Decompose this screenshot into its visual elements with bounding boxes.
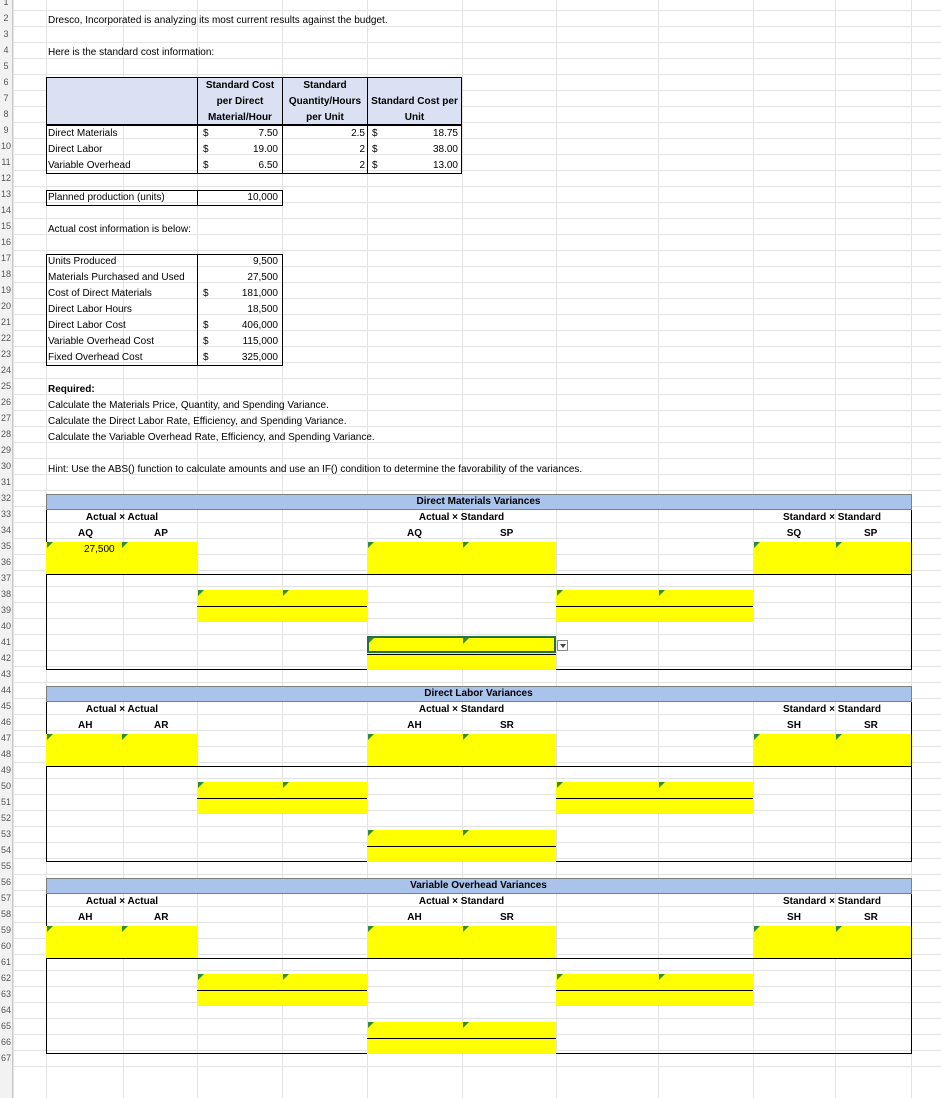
row-number[interactable]: 29 [0,445,11,455]
comment-indicator-icon[interactable] [198,782,204,788]
comment-indicator-icon[interactable] [368,1022,374,1028]
comment-indicator-icon[interactable] [283,590,289,596]
currency-sign: $ [372,128,378,139]
row-number[interactable]: 11 [1,157,11,167]
aa-price-header: AR [154,720,169,731]
row-number[interactable]: 7 [3,93,9,103]
comment-indicator-icon[interactable] [463,830,469,836]
actual-row-value[interactable]: 18,500 [247,304,278,315]
row-number[interactable]: 57 [0,893,11,903]
row-number[interactable]: 62 [0,973,11,983]
standard-qty-value[interactable]: 2.5 [351,128,365,139]
row-number[interactable]: 40 [0,621,11,631]
row-number[interactable]: 10 [0,141,11,151]
input-cell-band[interactable] [367,542,556,574]
comment-indicator-icon[interactable] [754,734,760,740]
standard-qty-value[interactable]: 2 [359,160,365,171]
comment-indicator-icon[interactable] [463,542,469,548]
row-number[interactable]: 19 [0,285,11,295]
input-cell-band[interactable] [753,542,911,574]
actual-row-value[interactable]: 181,000 [241,288,278,299]
row-number[interactable]: 58 [0,909,11,919]
comment-indicator-icon[interactable] [754,926,760,932]
comment-indicator-icon[interactable] [47,734,53,740]
comment-indicator-icon[interactable] [836,734,842,740]
actual-actual-title: Actual × Actual [85,512,159,523]
section-title: Variable Overhead Variances [410,880,547,891]
row-number[interactable]: 15 [0,221,11,231]
aa-quantity-header: AQ [78,528,93,539]
row-number[interactable]: 37 [0,573,11,583]
comment-indicator-icon[interactable] [198,590,204,596]
row-number[interactable]: 20 [0,301,11,311]
comment-indicator-icon[interactable] [283,974,289,980]
row-number[interactable]: 46 [0,717,11,727]
row-number[interactable]: 50 [0,781,11,791]
row-number[interactable]: 42 [0,653,11,663]
standard-standard-title: Standard × Standard [782,704,882,715]
spending-underline [367,846,556,847]
currency-sign: $ [203,160,209,171]
row-number[interactable]: 51 [0,797,11,807]
comment-indicator-icon[interactable] [368,926,374,932]
actual-row-label: Direct Labor Cost [48,320,126,331]
standard-standard-title: Standard × Standard [782,896,882,907]
comment-indicator-icon[interactable] [659,974,665,980]
row-number[interactable]: 22 [0,333,11,343]
planned-production-value[interactable]: 10,000 [247,192,278,203]
row-number[interactable]: 38 [0,589,11,599]
currency-sign: $ [203,128,209,139]
currency-sign: $ [203,336,209,347]
comment-indicator-icon[interactable] [557,590,563,596]
standard-unit-cost-value[interactable]: 38.00 [432,144,458,155]
aa-quantity-header: AH [78,912,93,923]
currency-sign: $ [203,320,209,331]
comment-indicator-icon[interactable] [47,542,53,548]
as-quantity-header: AH [407,912,422,923]
row-number[interactable]: 66 [0,1037,11,1047]
band-divider [46,958,912,959]
spending-underline [367,1038,556,1039]
intro-line-1: Dresco, Incorporated is analyzing its most current results against the budget. [48,15,388,26]
col1-header-line2: per Direct [216,96,264,107]
row-number[interactable]: 34 [0,525,11,535]
actual-intro: Actual cost information is below: [48,224,191,235]
row-number[interactable]: 31 [0,477,11,487]
comment-indicator-icon[interactable] [659,782,665,788]
comment-indicator-icon[interactable] [754,542,760,548]
row-number[interactable]: 54 [0,845,11,855]
input-cell-band[interactable] [367,734,556,766]
ss-quantity-header: SH [787,912,801,923]
row-number[interactable]: 64 [0,1005,11,1015]
actual-row-value[interactable]: 27,500 [247,272,278,283]
actual-actual-title: Actual × Actual [85,896,159,907]
row-number[interactable]: 39 [0,605,11,615]
input-cell-band[interactable] [753,734,911,766]
currency-sign: $ [203,288,209,299]
row-number[interactable]: 44 [0,685,11,695]
row-number[interactable]: 35 [0,541,11,551]
row-number[interactable]: 45 [0,701,11,711]
row-number[interactable]: 59 [0,925,11,935]
standard-unit-cost-value[interactable]: 13.00 [432,160,458,171]
standard-qty-value[interactable]: 2 [359,144,365,155]
comment-indicator-icon[interactable] [122,926,128,932]
actual-standard-title: Actual × Standard [418,512,505,523]
row-number[interactable]: 47 [0,733,11,743]
row-number[interactable]: 41 [0,637,11,647]
col3-header-line1: Standard Cost per [371,96,458,107]
selected-cell[interactable] [367,636,556,653]
row-number[interactable]: 33 [0,509,11,519]
actual-standard-title: Actual × Standard [418,704,505,715]
comment-indicator-icon[interactable] [198,974,204,980]
comment-indicator-icon[interactable] [368,542,374,548]
actual-row-label: Variable Overhead Cost [48,336,154,347]
row-number[interactable]: 27 [0,413,11,423]
comment-indicator-icon[interactable] [122,542,128,548]
comment-indicator-icon[interactable] [47,926,53,932]
comment-indicator-icon[interactable] [836,542,842,548]
row-number[interactable]: 60 [0,941,11,951]
standard-unit-cost-value[interactable]: 18.75 [432,128,458,139]
row-number[interactable]: 1 [3,0,9,7]
row-number[interactable]: 52 [0,813,11,823]
spending-underline [367,654,556,655]
row-number[interactable]: 43 [0,669,11,679]
dropdown-arrow-icon[interactable] [557,640,568,651]
row-number[interactable]: 65 [0,1021,11,1031]
hint-text: Hint: Use the ABS() function to calculate amounts and use an IF() condition to determine the favorability of the variances. [48,464,583,475]
actual-row-label: Cost of Direct Materials [48,288,152,299]
row-number[interactable]: 17 [0,253,11,263]
actual-row-label: Direct Labor Hours [48,304,132,315]
intro-line-2: Here is the standard cost information: [48,47,215,58]
required-title: Required: [48,384,95,395]
input-cell-band[interactable] [367,926,556,958]
row-label-direct-labor: Direct Labor [48,144,103,155]
row-number[interactable]: 3 [3,29,9,39]
actual-row-label: Materials Purchased and Used [48,272,185,283]
currency-sign: $ [203,352,209,363]
actual-row-value[interactable]: 9,500 [252,256,278,267]
row-number[interactable]: 9 [3,125,9,135]
aa-price-header: AP [154,528,168,539]
as-price-header: SP [500,528,514,539]
row-number[interactable]: 67 [0,1053,11,1063]
row-number[interactable]: 6 [3,77,9,87]
standard-standard-title: Standard × Standard [782,512,882,523]
planned-production-label: Planned production (units) [48,192,165,203]
row-number[interactable]: 18 [0,269,11,279]
row-number[interactable]: 16 [0,237,11,247]
header-blank-cell [46,77,198,125]
section-title: Direct Labor Variances [424,688,533,699]
comment-indicator-icon[interactable] [283,782,289,788]
ss-price-header: SR [864,912,878,923]
ss-price-header: SR [864,720,878,731]
actual-row-label: Fixed Overhead Cost [48,352,143,363]
variance-underline [197,606,367,607]
row-number[interactable]: 55 [0,861,11,871]
actual-row-value[interactable]: 406,000 [241,320,278,331]
row-number[interactable]: 30 [0,461,11,471]
actual-row-value[interactable]: 325,000 [241,352,278,363]
row-number[interactable]: 2 [3,13,9,23]
row-number[interactable]: 12 [0,173,11,183]
variance-underline [556,606,753,607]
band-divider [46,766,912,767]
comment-indicator-icon[interactable] [463,926,469,932]
row-number[interactable]: 53 [0,829,11,839]
input-cell-band[interactable] [753,926,911,958]
variance-underline [197,798,367,799]
variance-underline [556,990,753,991]
prefill-quantity-value[interactable]: 27,500 [84,544,115,555]
row-number[interactable]: 49 [0,765,11,775]
comment-indicator-icon[interactable] [557,974,563,980]
standard-cost-value[interactable]: 19.00 [252,144,278,155]
ss-quantity-header: SH [787,720,801,731]
as-quantity-header: AQ [407,528,422,539]
comment-indicator-icon[interactable] [368,734,374,740]
aa-price-header: AR [154,912,169,923]
required-item-2: Calculate the Direct Labor Rate, Efficiency, and Spending Variance. [48,416,347,427]
actual-standard-title: Actual × Standard [418,896,505,907]
row-number[interactable]: 8 [3,109,9,119]
comment-indicator-icon[interactable] [659,590,665,596]
comment-indicator-icon[interactable] [463,734,469,740]
row-label-direct-materials: Direct Materials [48,128,118,139]
col2-header-line2: Quantity/Hours [288,96,362,107]
row-number[interactable]: 63 [0,989,11,999]
row-number[interactable]: 56 [0,877,11,887]
comment-indicator-icon[interactable] [122,734,128,740]
row-number[interactable]: 13 [0,189,11,199]
ss-price-header: SP [864,528,878,539]
row-number[interactable]: 61 [0,957,11,967]
row-number[interactable]: 32 [0,493,11,503]
row-number[interactable]: 4 [3,45,9,55]
actual-actual-title: Actual × Actual [85,704,159,715]
row-number[interactable]: 48 [0,749,11,759]
section-title: Direct Materials Variances [416,496,541,507]
row-number[interactable]: 28 [0,429,11,439]
band-divider [46,574,912,575]
row-number[interactable]: 25 [0,381,11,391]
ss-quantity-header: SQ [786,528,802,539]
as-price-header: SR [500,720,514,731]
row-number[interactable]: 26 [0,397,11,407]
row-number[interactable]: 5 [3,61,9,71]
row-label-variable-overhead: Variable Overhead [48,160,131,171]
actual-row-label: Units Produced [48,256,117,267]
comment-indicator-icon[interactable] [463,1022,469,1028]
currency-sign: $ [203,144,209,155]
row-number[interactable]: 23 [0,349,11,359]
comment-indicator-icon[interactable] [557,782,563,788]
currency-sign: $ [372,160,378,171]
variance-underline [556,798,753,799]
row-number[interactable]: 36 [0,557,11,567]
currency-sign: $ [372,144,378,155]
required-item-1: Calculate the Materials Price, Quantity, and Spending Variance. [48,400,329,411]
comment-indicator-icon[interactable] [836,926,842,932]
col2-header-line3: per Unit [306,112,344,123]
standard-cost-value[interactable]: 7.50 [258,128,278,139]
as-quantity-header: AH [407,720,422,731]
col1-header-line3: Material/Hour [208,112,272,123]
aa-quantity-header: AH [78,720,93,731]
actual-row-value[interactable]: 115,000 [242,336,278,347]
col1-header-line1: Standard Cost [205,80,275,91]
as-price-header: SR [500,912,514,923]
col3-header-line2: Unit [404,112,425,123]
required-item-3: Calculate the Variable Overhead Rate, Efficiency, and Spending Variance. [48,432,375,443]
variance-underline [197,990,367,991]
row-number[interactable]: 24 [0,365,11,375]
row-number[interactable]: 14 [0,205,11,215]
row-number[interactable]: 21 [0,317,11,327]
standard-cost-value[interactable]: 6.50 [258,160,278,171]
comment-indicator-icon[interactable] [368,830,374,836]
col2-header-line1: Standard [303,80,347,91]
